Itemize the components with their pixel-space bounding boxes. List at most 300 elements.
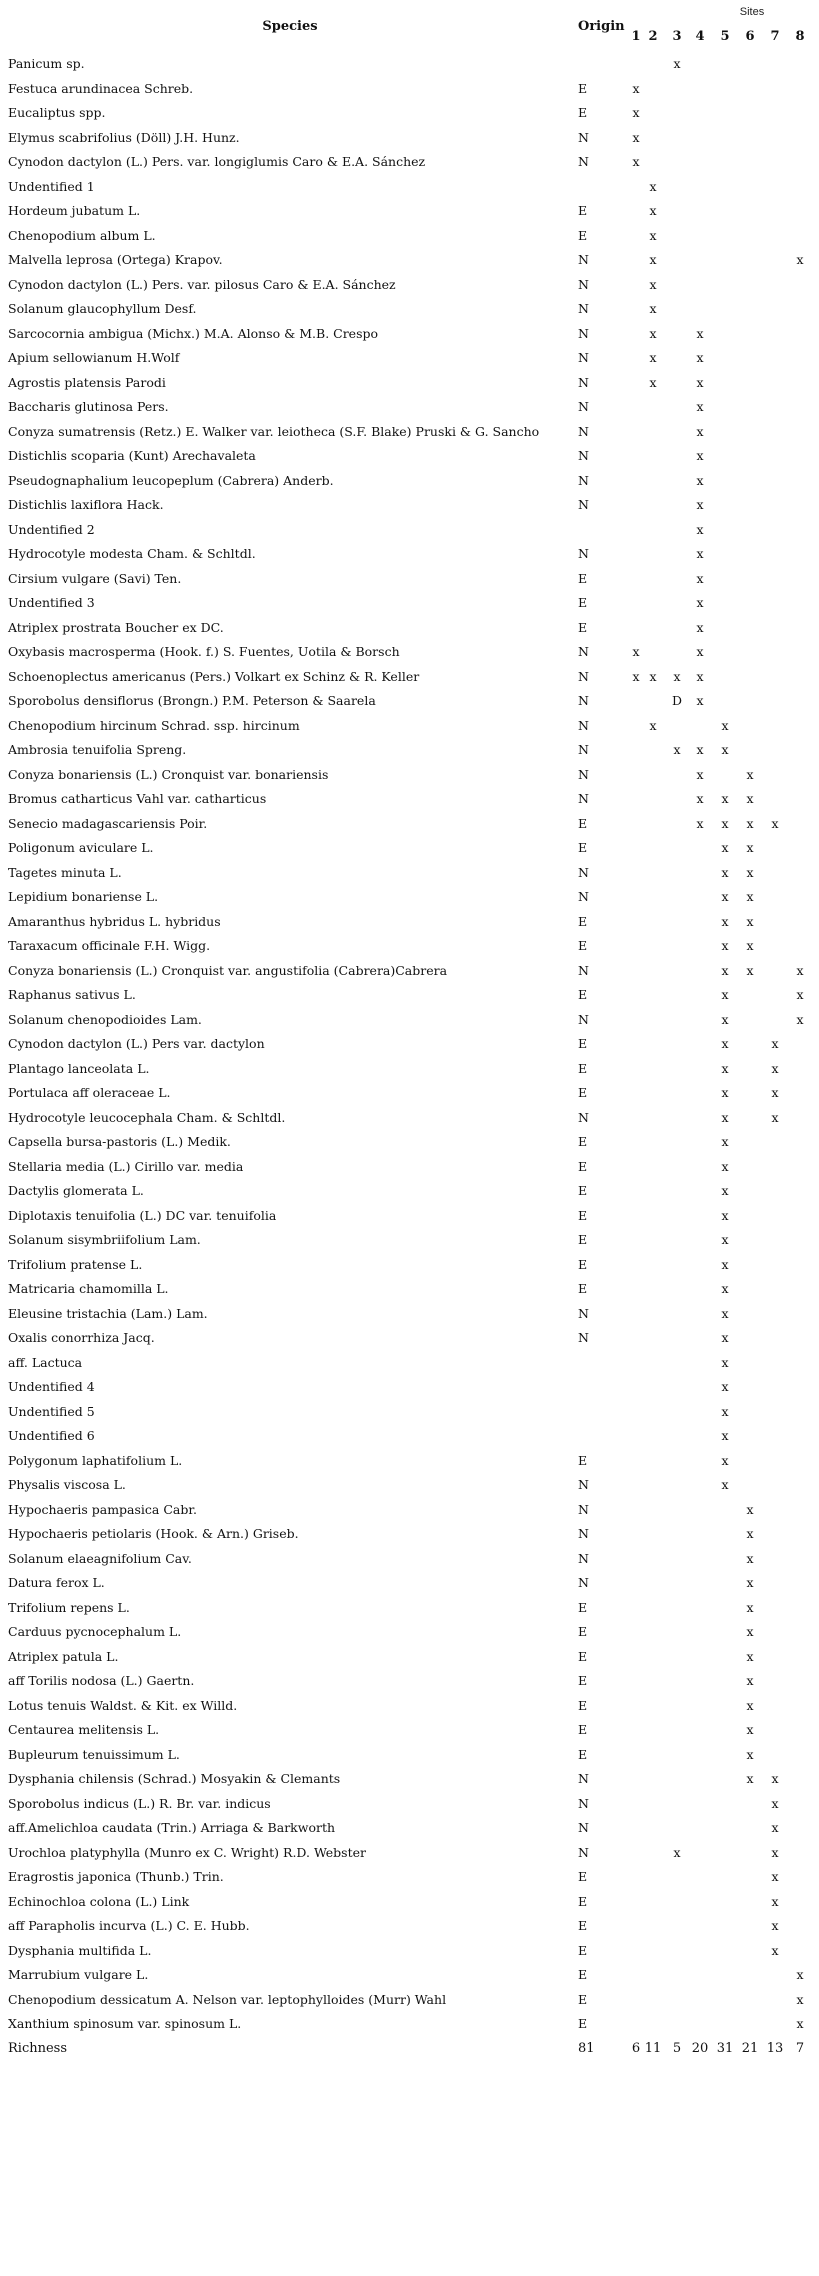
site-3-cell: 5 [672,2040,682,2056]
site-2-cell: 11 [644,2040,662,2056]
site-2-cell: x [649,668,657,684]
table-row [0,199,819,223]
site-5-cell: 31 [716,2040,734,2056]
table-row [0,1277,819,1301]
origin-cell: N [578,1330,589,1345]
origin-cell: N [578,276,589,292]
site-2-cell: x [649,252,657,267]
species-name: Ambrosia tenuifolia Spreng. [8,742,187,757]
site-6-cell: x [746,1722,754,1737]
site-6-cell: x [746,913,754,929]
table-row [0,420,819,444]
species-name: Baccharis glutinosa Pers. [8,399,169,414]
site-6-cell: x [746,766,754,782]
species-name: Taraxacum officinale F.H. Wigg. [8,938,211,953]
site-5-cell: x [721,962,729,978]
table-row [0,273,819,297]
site-6-cell: x [746,864,754,880]
species-name: Marrubium vulgare L. [8,1967,149,1982]
species-name: Solanum elaeagnifolium Cav. [8,1550,192,1566]
table-row [0,1865,819,1889]
origin-cell: E [578,1967,588,1982]
species-name: Carduus pycnocephalum L. [8,1624,182,1639]
site-6-cell: x [746,1575,754,1590]
origin-cell: E [578,1722,588,1737]
species-name: Lotus tenuis Waldst. & Kit. ex Willd. [8,1697,238,1713]
site-5-cell: x [721,717,729,733]
table-row [0,1400,819,1424]
origin-cell: N [578,766,589,782]
species-name: Chenopodium album L. [8,227,156,243]
species-name: Eragrostis japonica (Thunb.) Trin. [8,1869,224,1884]
origin-cell: E [578,1060,588,1076]
site-5-cell: x [721,1256,729,1272]
species-name: Atriplex patula L. [8,1648,119,1664]
site-5-cell: x [721,987,729,1002]
species-name: Datura ferox L. [8,1575,105,1590]
table-row [0,346,819,370]
site-6-cell: x [746,1624,754,1639]
species-name: Senecio madagascariensis Poir. [8,815,208,831]
origin-cell: E [578,987,588,1002]
site-6-cell: x [746,1599,754,1615]
table-row [0,542,819,566]
site-number-header: 6 [745,29,755,44]
species-name: Schoenoplectus americanus (Pers.) Volkart ex Schinz & R. Keller [8,668,420,684]
sites-header: Sites [739,6,765,18]
origin-cell: N [578,644,589,659]
site-number-header: 8 [795,29,805,44]
species-name: Hypochaeris pampasica Cabr. [8,1501,197,1517]
table-row [0,77,819,101]
table-row [0,1596,819,1620]
site-4-cell: x [696,815,704,831]
site-5-cell: x [721,791,729,806]
table-row [0,1988,819,2012]
site-number-header: 4 [695,29,705,44]
table-row [0,1302,819,1326]
origin-cell: N [578,252,589,267]
site-5-cell: x [721,1452,729,1468]
site-6-cell: x [746,1550,754,1566]
species-name: Portulaca aff oleraceae L. [8,1085,171,1100]
species-name: Plantago lanceolata L. [8,1060,150,1076]
table-row [0,983,819,1007]
table-row [0,861,819,885]
origin-cell: E [578,1183,588,1198]
site-2-cell: x [649,350,657,365]
table-row [0,1326,819,1350]
site-5-cell: x [721,1134,729,1149]
table-row [0,126,819,150]
table-row [0,1081,819,1105]
table-row [0,640,819,664]
site-4-cell: x [696,570,704,586]
origin-cell: N [578,889,589,904]
origin-cell: E [578,1624,588,1639]
table-row [0,469,819,493]
site-4-cell: x [696,668,704,684]
origin-cell: N [578,546,589,561]
species-name: Undentified 6 [8,1428,95,1443]
species-name: Capsella bursa-pastoris (L.) Medik. [8,1134,231,1149]
table-row [0,1130,819,1154]
site-4-cell: x [696,619,704,635]
site-6-cell: x [746,815,754,831]
table-row [0,787,819,811]
table-row [0,1424,819,1448]
table-row [0,1718,819,1742]
origin-cell: N [578,962,589,978]
table-row [0,1914,819,1938]
site-5-cell: x [721,840,729,855]
site-4-cell: x [696,374,704,390]
origin-cell: E [578,203,588,218]
site-5-cell: x [721,815,729,831]
origin-cell: N [578,1771,589,1786]
site-4-cell: x [696,766,704,782]
site-4-cell: x [696,595,704,610]
table-row [0,934,819,958]
site-5-cell: x [721,864,729,880]
table-row [0,885,819,909]
site-7-cell: x [771,1869,779,1884]
species-name: Solanum chenopodioides Lam. [8,1011,202,1027]
origin-cell: N [578,791,589,806]
species-name: Panicum sp. [8,56,85,71]
site-5-cell: x [721,1109,729,1125]
table-row [0,910,819,934]
origin-cell: N [578,350,589,365]
table-row [0,1792,819,1816]
origin-cell: N [578,742,589,757]
site-7-cell: x [771,1795,779,1811]
species-name: Richness [8,2040,68,2056]
site-7-cell: x [771,1820,779,1835]
origin-cell: E [578,1134,588,1149]
table-row [0,1106,819,1130]
table-row [0,1155,819,1179]
origin-cell: E [578,1085,588,1100]
origin-cell: E [578,619,588,635]
origin-cell: N [578,1795,589,1811]
origin-cell: N [578,864,589,880]
site-8-cell: x [796,1011,804,1027]
site-6-cell: x [746,889,754,904]
species-name: Conyza bonariensis (L.) Cronquist var. bonariensis [8,766,329,782]
table-row [0,1204,819,1228]
origin-cell: N [578,399,589,414]
origin-cell: N [578,448,589,463]
site-5-cell: x [721,1281,729,1296]
species-name: Conyza bonariensis (L.) Cronquist var. angustifolia (Cabrera)Cabrera [8,962,448,978]
site-6-cell: x [746,840,754,855]
origin-cell: N [578,301,589,316]
species-name: Atriplex prostrata Boucher ex DC. [8,619,224,635]
origin-cell: E [578,1942,588,1958]
origin-cell: N [578,1575,589,1590]
site-8-cell: x [796,962,804,978]
site-number-header: 7 [770,29,780,44]
site-6-cell: x [746,1648,754,1664]
table-row [0,714,819,738]
origin-cell: N [578,1305,589,1321]
species-name: Pseudognaphalium leucopeplum (Cabrera) Anderb. [8,472,334,488]
species-name: Solanum glaucophyllum Desf. [8,301,197,316]
site-7-cell: x [771,1771,779,1786]
site-7-cell: x [771,1942,779,1958]
site-1-cell: x [632,129,640,145]
species-name: Hydrocotyle modesta Cham. & Schltdl. [8,546,256,561]
site-7-cell: x [771,1085,779,1100]
species-name: Bupleurum tenuissimum L. [8,1746,180,1762]
origin-cell: 81 [578,2040,595,2056]
site-6-cell: x [746,1673,754,1688]
site-5-cell: x [721,1011,729,1027]
origin-cell: E [578,80,588,96]
site-7-cell: x [771,1109,779,1125]
origin-cell: E [578,1036,588,1051]
site-7-cell: x [771,815,779,831]
origin-cell: N [578,1526,589,1541]
species-name: Trifolium repens L. [8,1599,130,1615]
table-row [0,591,819,615]
site-4-cell: x [696,521,704,537]
table-row [0,493,819,517]
table-row [0,1032,819,1056]
table-row [0,444,819,468]
origin-cell: N [578,1109,589,1125]
origin-cell: E [578,840,588,855]
site-6-cell: x [746,1501,754,1517]
species-name: Tagetes minuta L. [8,864,122,880]
origin-cell: N [578,325,589,341]
site-5-cell: x [721,1354,729,1370]
table-row [0,395,819,419]
table-row [0,1547,819,1571]
site-2-cell: x [649,301,657,316]
species-column-header: Species [262,19,318,34]
table-row [0,1228,819,1252]
site-4-cell: x [696,350,704,365]
table-row [0,1571,819,1595]
table-row [0,616,819,640]
site-4-cell: x [696,497,704,512]
site-7-cell: 13 [766,2040,784,2056]
species-name: Poligonum aviculare L. [8,840,154,855]
table-row [0,518,819,542]
site-4-cell: x [696,399,704,414]
site-2-cell: x [649,178,657,194]
species-name: Oxybasis macrosperma (Hook. f.) S. Fuentes, Uotila & Borsch [8,644,400,659]
species-name: Physalis viscosa L. [8,1477,126,1492]
site-4-cell: 20 [691,2040,709,2056]
species-name: Stellaria media (L.) Cirillo var. media [8,1158,244,1174]
species-name: Dactylis glomerata L. [8,1183,144,1198]
table-row [0,1939,819,1963]
site-number-header: 3 [672,29,682,44]
table-row [0,763,819,787]
site-5-cell: x [721,1183,729,1198]
table-row [0,2012,819,2036]
site-number-header: 1 [631,29,641,44]
site-8-cell: x [796,252,804,267]
site-1-cell: x [632,644,640,659]
site-5-cell: x [721,1060,729,1076]
species-name: Urochloa platyphylla (Munro ex C. Wright) R.D. Webster [8,1844,366,1860]
table-row [0,1498,819,1522]
origin-cell: E [578,1599,588,1615]
site-7-cell: x [771,1893,779,1909]
site-5-cell: x [721,1085,729,1100]
origin-cell: E [578,595,588,610]
species-name: Eleusine tristachia (Lam.) Lam. [8,1305,208,1321]
origin-cell: E [578,1648,588,1664]
species-name: Lepidium bonariense L. [8,889,159,904]
table-row [0,1963,819,1987]
origin-cell: N [578,693,589,708]
site-2-cell: x [649,203,657,218]
origin-cell: E [578,1232,588,1247]
species-name: Cynodon dactylon (L.) Pers. var. longiglumis Caro & E.A. Sánchez [8,154,426,169]
origin-cell: E [578,913,588,929]
species-name: Hypochaeris petiolaris (Hook. & Arn.) Griseb. [8,1526,299,1541]
species-name: Elymus scabrifolius (Döll) J.H. Hunz. [8,129,240,145]
origin-cell: N [578,423,589,439]
richness-row [0,2037,819,2061]
site-3-cell: x [673,742,681,757]
origin-cell: E [578,938,588,953]
site-4-cell: x [696,791,704,806]
site-4-cell: x [696,423,704,439]
site-5-cell: x [721,1207,729,1223]
table-row [0,175,819,199]
table-row [0,224,819,248]
site-5-cell: x [721,1477,729,1492]
table-row [0,1253,819,1277]
origin-cell: E [578,1452,588,1468]
table-row [0,738,819,762]
table-row [0,567,819,591]
site-5-cell: x [721,1379,729,1394]
species-name: Undentified 1 [8,178,95,194]
site-8-cell: x [796,2016,804,2031]
site-3-cell: x [673,668,681,684]
site-7-cell: x [771,1036,779,1051]
origin-cell: N [578,472,589,488]
table-row [0,689,819,713]
table-row [0,150,819,174]
site-6-cell: x [746,962,754,978]
species-name: Chenopodium dessicatum A. Nelson var. leptophylloides (Murr) Wahl [8,1991,447,2007]
species-name: Hydrocotyle leucocephala Cham. & Schltdl. [8,1109,286,1125]
species-name: Centaurea melitensis L. [8,1722,160,1737]
origin-cell: E [578,1158,588,1174]
site-3-cell: x [673,56,681,71]
species-name: Raphanus sativus L. [8,987,136,1002]
site-7-cell: x [771,1918,779,1933]
species-name: Echinochloa colona (L.) Link [8,1893,190,1909]
origin-cell: E [578,1207,588,1223]
origin-cell: N [578,1011,589,1027]
species-name: Apium sellowianum H.Wolf [8,350,180,365]
species-name: Bromus catharticus Vahl var. catharticus [8,791,267,806]
origin-cell: E [578,1697,588,1713]
table-row [0,1743,819,1767]
table-row [0,1522,819,1546]
origin-cell: N [578,1501,589,1517]
table-row [0,1473,819,1497]
species-name: Cynodon dactylon (L.) Pers. var. pilosus Caro & E.A. Sánchez [8,276,396,292]
site-6-cell: x [746,1746,754,1762]
site-4-cell: x [696,644,704,659]
species-name: Oxalis conorrhiza Jacq. [8,1330,155,1345]
table-row [0,101,819,125]
table-row [0,1669,819,1693]
species-name: Polygonum laphatifolium L. [8,1452,183,1468]
site-number-header: 2 [648,29,658,44]
site-number-header: 5 [720,29,730,44]
origin-column-header: Origin [578,19,625,34]
site-6-cell: x [746,938,754,953]
table-row [0,812,819,836]
site-6-cell: x [746,791,754,806]
species-name: Distichlis scoparia (Kunt) Arechavaleta [8,448,256,463]
site-7-cell: x [771,1060,779,1076]
origin-cell: E [578,1893,588,1909]
species-name: Cirsium vulgare (Savi) Ten. [8,570,182,586]
origin-cell: E [578,105,588,120]
origin-cell: E [578,1746,588,1762]
table-row [0,248,819,272]
site-5-cell: x [721,1158,729,1174]
species-name: aff. Lactuca [8,1354,83,1370]
site-8-cell: x [796,1967,804,1982]
origin-cell: N [578,497,589,512]
table-row [0,1841,819,1865]
origin-cell: E [578,1869,588,1884]
table-row [0,1375,819,1399]
site-1-cell: x [632,80,640,96]
site-5-cell: x [721,1305,729,1321]
site-8-cell: 7 [795,2040,805,2056]
site-5-cell: x [721,742,729,757]
site-3-cell: D [671,693,683,708]
table-row [0,1767,819,1791]
origin-cell: N [578,1477,589,1492]
species-name: Hordeum jubatum L. [8,203,141,218]
site-5-cell: x [721,1403,729,1419]
table-row [0,52,819,76]
origin-cell: N [578,374,589,390]
species-name: Undentified 4 [8,1379,95,1394]
species-name: aff Torilis nodosa (L.) Gaertn. [8,1673,195,1688]
species-name: Trifolium pratense L. [8,1256,143,1272]
table-row [0,1890,819,1914]
site-4-cell: x [696,742,704,757]
origin-cell: N [578,717,589,733]
table-row [0,1057,819,1081]
site-1-cell: x [632,668,640,684]
site-1-cell: 6 [631,2040,641,2056]
origin-cell: E [578,227,588,243]
site-6-cell: x [746,1697,754,1713]
species-name: Undentified 5 [8,1403,95,1419]
origin-cell: E [578,570,588,586]
site-6-cell: x [746,1526,754,1541]
origin-cell: E [578,815,588,831]
table-row [0,1816,819,1840]
